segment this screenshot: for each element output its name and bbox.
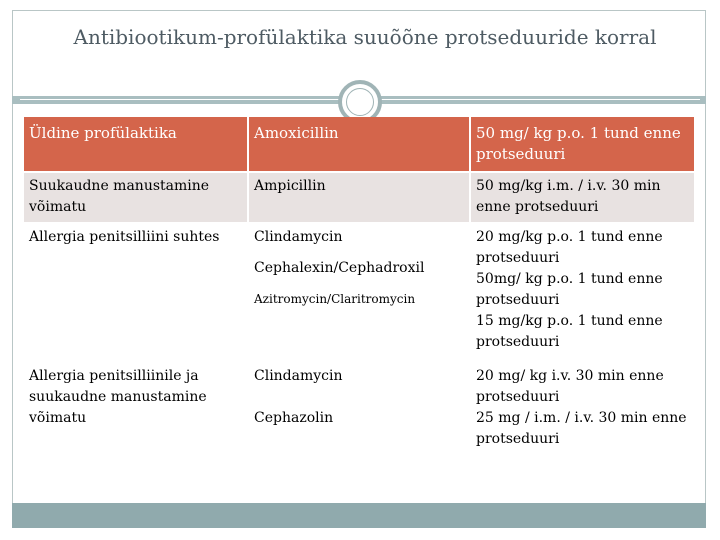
divider-circle-inner bbox=[346, 88, 374, 116]
header-cell-drug: Amoxicillin bbox=[248, 117, 470, 172]
table-row bbox=[24, 172, 694, 223]
condition-cell: Suukaudne manustamine võimatu bbox=[24, 172, 248, 223]
drug-cell bbox=[248, 223, 470, 362]
dosage-line: 20 mg/ kg i.v. 30 min enne protseduuri bbox=[476, 368, 664, 405]
table-row bbox=[24, 223, 694, 362]
drug-cell bbox=[248, 362, 470, 456]
dosage-cell bbox=[470, 223, 694, 362]
drug-name: Clindamycin bbox=[254, 229, 343, 245]
condition-cell: Allergia penitsilliini suhtes bbox=[24, 223, 248, 362]
dosage-line: 20 mg/kg p.o. 1 tund enne protseduuri bbox=[476, 229, 663, 266]
header-cell-dosage: 50 mg/ kg p.o. 1 tund enne protseduuri bbox=[470, 117, 694, 172]
dosage-line: 50mg/ kg p.o. 1 tund enne protseduuri bbox=[476, 271, 663, 308]
drug-name: Clindamycin bbox=[254, 368, 343, 384]
drug-name: Azitromycin/Claritromycin bbox=[254, 292, 416, 306]
dosage-cell bbox=[470, 362, 694, 456]
drug-cell: Ampicillin bbox=[248, 172, 470, 223]
slide-title: Antibiootikum-profülaktika suuõõne protseduuride korral bbox=[73, 25, 657, 49]
dosage-line: 25 mg / i.m. / i.v. 30 min enne protseduuri bbox=[476, 410, 687, 447]
dosage-line: 15 mg/kg p.o. 1 tund enne protseduuri bbox=[476, 313, 663, 350]
drug-name: Cephalexin/Cephadroxil bbox=[254, 260, 425, 276]
header-cell-general-prophylaxis: Üldine profülaktika bbox=[24, 117, 248, 172]
footer-band bbox=[12, 503, 706, 528]
prophylaxis-table bbox=[24, 117, 694, 457]
table-header-row bbox=[24, 117, 694, 172]
dosage-cell: 50 mg/kg i.m. / i.v. 30 min enne protseduuri bbox=[470, 172, 694, 223]
table-row bbox=[24, 362, 694, 456]
condition-cell: Allergia penitsilliinile ja suukaudne manustamine võimatu bbox=[24, 362, 248, 456]
drug-name: Cephazolin bbox=[254, 410, 334, 426]
